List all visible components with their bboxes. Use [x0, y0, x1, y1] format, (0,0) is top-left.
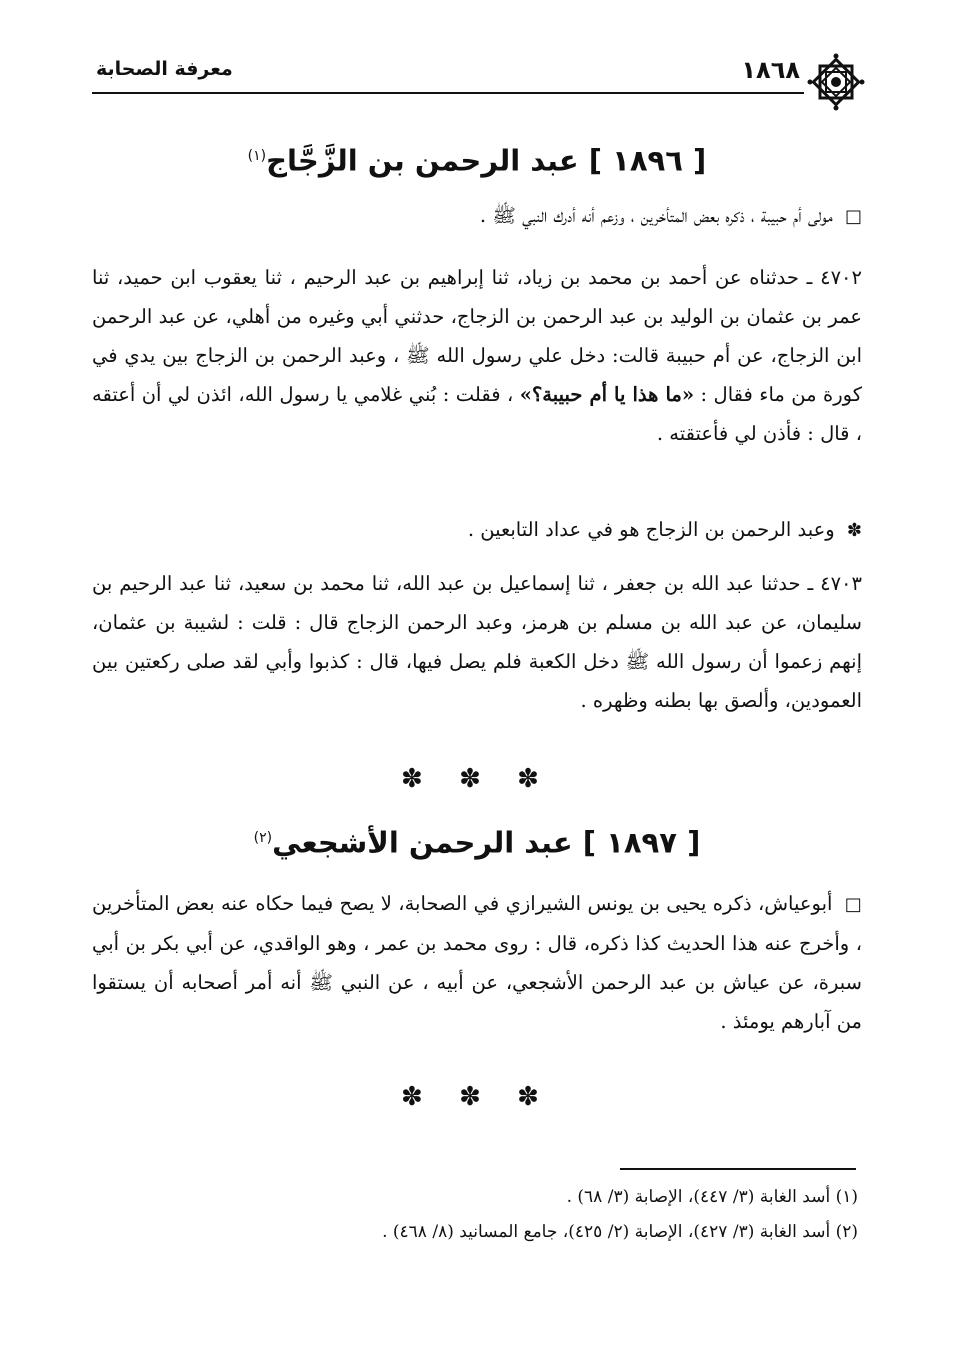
- box-mark-icon: □: [844, 894, 862, 915]
- hadith-text: ٤٧٠٢ ـ حدثناه عن أحمد بن محمد بن زياد، ثنا إبراهيم بن عبد الرحيم ، ثنا يعقوب ابن حميد، ثنا عمر بن عثمان بن الوليد بن عبد الرحمن بن الزجاج، حدثني أبي وغيره من أهلي، عن عبد الرحمن ابن الزجاج، عن أم حبيبة قالت: دخل علي رسول الله ﷺ ، وعبد الرحمن بن الزجاج بين يدي في كورة من ماء فقال :: [92, 266, 863, 406]
- footnotes: [92, 1180, 858, 1250]
- intro-text: مولى أم حبيبة ، ذكره بعض المتأخرين ، وزعم أنه أدرك النبي ﷺ .: [479, 204, 833, 227]
- ornament-star-icon: [806, 52, 866, 112]
- hadith-4703: [92, 564, 862, 720]
- box-mark-icon: □: [844, 206, 862, 227]
- entry-title-text: [ ١٨٩٦ ] عبد الرحمن بن الزَّجَّاج: [266, 143, 707, 178]
- entry-title-1897: [92, 818, 862, 863]
- section-separator: ✽ ✽ ✽: [401, 1082, 553, 1112]
- remark-tabiin: [92, 510, 862, 550]
- footnote-1: (١) أسد الغابة (٣/ ٤٤٧)، الإصابة (٣/ ٦٨) .: [566, 1187, 858, 1207]
- hadith-text: ٤٧٠٣ ـ حدثنا عبد الله بن جعفر ، ثنا إسماعيل بن عبد الله، ثنا محمد بن سعيد، ثنا عبد الرحيم بن سليمان، عن عبد الله بن مسلم بن هرمز، وعبد الرحمن الزجاج قال : قلت : لشيبة بن عثمان، إنهم زعموا أن رسول الله ﷺ دخل الكعبة فلم يصل فيها، قال : كذبوا وأبي لقد صلى ركعتين بين العمودين، وألصق بها بطنه وظهره .: [92, 572, 862, 712]
- hadith-quote: «ما هذا يا أم حبيبة؟»: [519, 383, 695, 406]
- running-header: [92, 52, 862, 98]
- hadith-text-continued: ، فقلت : بُني غلامي يا رسول الله، ائذن لي أن أعتقه ، قال : فأذن لي فأعتقته .: [92, 383, 862, 445]
- entry-intro: [92, 884, 862, 1041]
- footnote-2: (٢) أسد الغابة (٣/ ٤٢٧)، الإصابة (٢/ ٤٢٥)، جامع المسانيد (٨/ ٤٦٨) .: [382, 1222, 858, 1242]
- entry-title-text: [ ١٨٩٧ ] عبد الرحمن الأشجعي: [272, 825, 701, 860]
- section-separator: ✽ ✽ ✽: [401, 764, 553, 794]
- remark-text: وعبد الرحمن بن الزجاج هو في عداد التابعين .: [467, 518, 835, 541]
- entry-title-1896: [92, 136, 862, 181]
- hadith-4702: [92, 258, 862, 453]
- footnote-ref: (١): [247, 148, 267, 164]
- entry-intro: [92, 196, 862, 236]
- footnote-rule: [620, 1168, 856, 1170]
- intro-text: أبوعياش، ذكره يحيى بن يونس الشيرازي في الصحابة، لا يصح فيما حكاه عنه بعض المتأخرين ، وأخرج عنه هذا الحديث كذا ذكره، قال : روى محمد بن عمر ، وهو الواقدي، عن أبي بكر بن أبي سبرة، عن عياش بن عبد الرحمن الأشجعي، عن أبيه ، عن النبي ﷺ أنه أمر أصحابه أن يستقوا من آبارهم يومئذ .: [92, 892, 862, 1033]
- asterisk-icon: ✽: [846, 520, 862, 541]
- footnote-ref: (٢): [253, 830, 273, 846]
- header-rule: [92, 92, 804, 94]
- book-title: معرفة الصحابة: [96, 58, 233, 80]
- page-number: ١٨٦٨: [741, 56, 800, 84]
